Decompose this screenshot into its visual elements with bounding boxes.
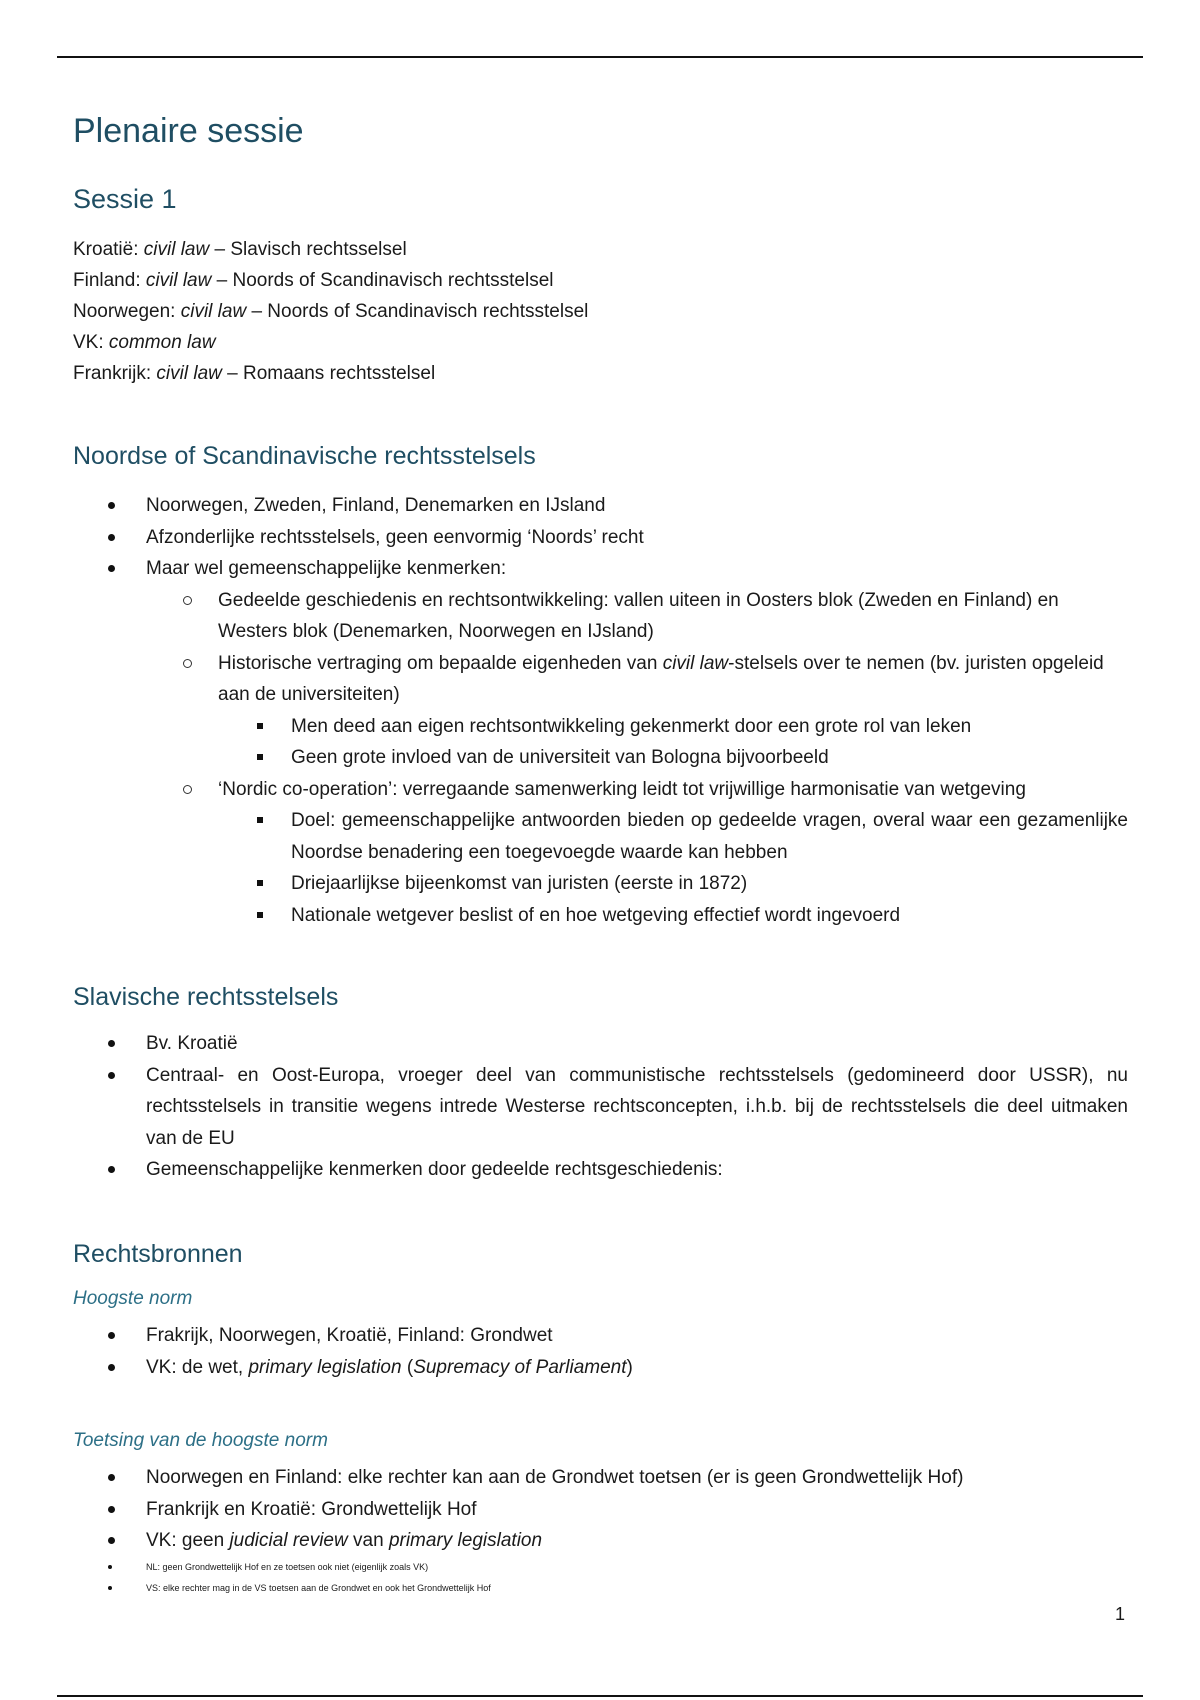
bullet-icon [108,1565,112,1569]
slavic-heading: Slavische rechtsstelsels [73,983,339,1011]
bullet-icon [108,1474,115,1481]
list-item: VK: geen judicial review van primary legislation [73,1525,1128,1557]
session-line: Kroatië: civil law – Slavisch rechtsselsel [73,239,407,260]
list-item: VK: de wet, primary legislation (Supremacy of Parliament) [73,1352,1128,1384]
list-item: Geen grote invloed van de universiteit van Bologna bijvoorbeeld [73,742,1128,774]
sources-heading: Rechtsbronnen [73,1240,243,1268]
bullet-icon [108,1364,115,1371]
list-item: Bv. Kroatië [73,1028,1128,1060]
list-item: VS: elke rechter mag in de VS toetsen aan de Grondwet en ook het Grondwettelijk Hof [73,1578,1128,1599]
bottom-rule [57,1695,1143,1697]
circle-bullet-icon [183,596,192,605]
bullet-icon [108,565,115,572]
square-bullet-icon [257,754,263,760]
list-item: Noorwegen en Finland: elke rechter kan aan de Grondwet toetsen (er is geen Grondwettelijk Hof) [73,1462,1128,1494]
nordic-list [73,490,1128,931]
list-item: Men deed aan eigen rechtsontwikkeling gekenmerkt door een grote rol van leken [73,711,1128,743]
list-item: Centraal- en Oost-Europa, vroeger deel van communistische rechtsstelsels (gedomineerd door USSR), nu rechtsstelsels in transitie wegens intrede Westerse rechtsconcepten, i.h.b. bij de rechtsstelsels die deel uitmaken van de EU [73,1060,1128,1155]
bullet-icon [108,1072,115,1079]
top-rule [57,56,1143,58]
bullet-icon [108,1332,115,1339]
list-item: Frankrijk en Kroatië: Grondwettelijk Hof [73,1494,1128,1526]
list-item: Doel: gemeenschappelijke antwoorden bieden op gedeelde vragen, overal waar een gezamenlijke Noordse benadering een toegevoegde waarde kan hebben [73,805,1128,868]
highest-norm-list [73,1320,1128,1383]
list-item: Nationale wetgever beslist of en hoe wetgeving effectief wordt ingevoerd [73,900,1128,932]
list-item: NL: geen Grondwettelijk Hof en ze toetsen ook niet (eigenlijk zoals VK) [73,1557,1128,1578]
circle-bullet-icon [183,785,192,794]
bullet-icon [108,1586,112,1590]
nordic-heading: Noordse of Scandinavische rechtsstelsels [73,442,536,470]
bullet-icon [108,1166,115,1173]
list-item: Gedeelde geschiedenis en rechtsontwikkeling: vallen uiteen in Oosters blok (Zweden en Finland) en Westers blok (Denemarken, Noorwegen en IJsland) [73,585,1128,648]
square-bullet-icon [257,817,263,823]
list-item: Driejaarlijkse bijeenkomst van juristen (eerste in 1872) [73,868,1128,900]
bullet-icon [108,534,115,541]
session-line: VK: common law [73,332,216,353]
page-title: Plenaire sessie [73,112,304,150]
bullet-icon [108,502,115,509]
list-item: Frakrijk, Noorwegen, Kroatië, Finland: Grondwet [73,1320,1128,1352]
list-item: Afzonderlijke rechtsstelsels, geen eenvormig ‘Noords’ recht [73,522,1128,554]
square-bullet-icon [257,912,263,918]
session-line: Finland: civil law – Noords of Scandinavisch rechtsstelsel [73,270,554,291]
square-bullet-icon [257,723,263,729]
list-item: Historische vertraging om bepaalde eigenheden van civil law-stelsels over te nemen (bv. juristen opgeleid aan de universiteiten) [73,648,1128,711]
bullet-icon [108,1506,115,1513]
list-item: Maar wel gemeenschappelijke kenmerken: [73,553,1128,585]
list-item: ‘Nordic co-operation’: verregaande samenwerking leidt tot vrijwillige harmonisatie van wetgeving [73,774,1128,806]
session-heading: Sessie 1 [73,184,177,214]
session-line: Noorwegen: civil law – Noords of Scandinavisch rechtsstelsel [73,301,589,322]
review-subheading: Toetsing van de hoogste norm [73,1430,328,1451]
list-item: Gemeenschappelijke kenmerken door gedeelde rechtsgeschiedenis: [73,1154,1128,1186]
review-list [73,1462,1128,1599]
list-item: Noorwegen, Zweden, Finland, Denemarken en IJsland [73,490,1128,522]
square-bullet-icon [257,880,263,886]
slavic-list [73,1028,1128,1186]
bullet-icon [108,1040,115,1047]
highest-norm-subheading: Hoogste norm [73,1288,193,1309]
circle-bullet-icon [183,659,192,668]
session-line: Frankrijk: civil law – Romaans rechtsstelsel [73,363,436,384]
bullet-icon [108,1537,115,1544]
page-number: 1 [1115,1604,1126,1624]
